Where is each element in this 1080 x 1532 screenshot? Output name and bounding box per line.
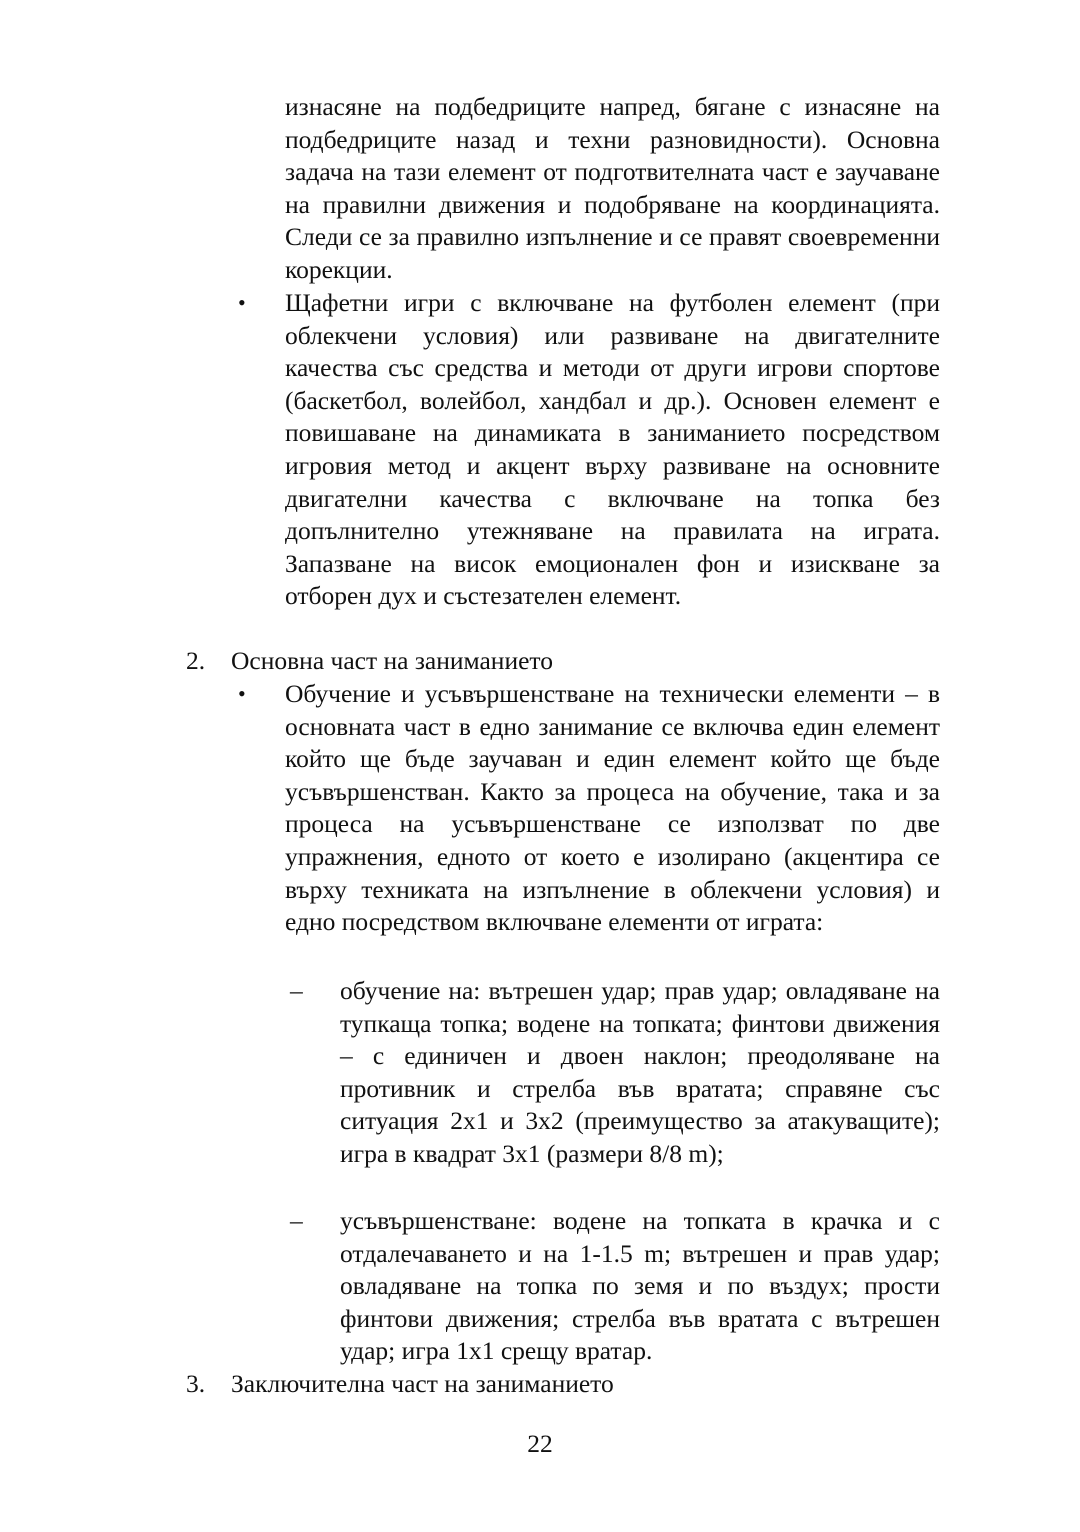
dash-learning-text: обучение на: вътрешен удар; прав удар; овладяване на тупкаща топка; водене на топката; финтови движения – с единичен и двоен наклон; преодоляване на противник и стрелба във вратата; справяне със ситуация 2x1 и 3x2 (преимущество за атакуващите); игра в квадрат 3x1 (размери 8/8 m);	[340, 976, 940, 1168]
section-2-title: Основна част на заниманието	[231, 646, 553, 675]
bullet-marker: •	[238, 681, 246, 706]
section-2-number: 2.	[186, 646, 206, 675]
section-3-number: 3.	[186, 1369, 206, 1398]
continuation-paragraph: изнасяне на подбедриците напред, бягане с изнасяне на подбедриците назад и техни разновидности). Основна задача на тази елемент от подготвителната част е заучаване на правилни движения и подобряване на координацията. Следи се за правилно изпълнение и се правят своевременни корекции.	[285, 92, 940, 284]
bullet-relay-games-text: Щафетни игри с включване на футболен елемент (при облекчени условия) или развиване на двигателните качества със средства и методи от други игрови спортове (баскетбол, волейбол, хандбал и др.). Основен елемент е повишаване на динамиката в заниманието посредством игровия метод и акцент върху развиване на основните двигателни качества с включване на топка без допълнително утежняване на правилата на играта. Запазване на висок емоционален фон и изискване за отборен дух и състезателен елемент.	[285, 288, 940, 611]
section-3-title: Заключителна част на заниманието	[231, 1369, 614, 1398]
bullet-training-text: Обучение и усъвършенстване на технически елементи – в основната част в едно занимание се включва един елемент който ще бъде заучаван и един елемент който ще бъде усъвършенстван. Както за процеса на обучение, така и за процеса на усъвършенстване се използват по две упражнения, едното от което е изолирано (акцентира се върху техниката на изпълнение в облекчени условия) и едно посредством включване елементи от играта:	[285, 679, 940, 937]
bullet-marker: •	[238, 290, 246, 315]
dash-marker: –	[290, 1206, 303, 1235]
dash-marker: –	[290, 976, 303, 1005]
dash-improvement-text: усъвършенстване: водене на топката в крачка и с отдалечаването и на 1-1.5 m; вътрешен и прав удар; овладяване на топка по земя и по въздух; прости финтови движения; стрелба във вратата с вътрешен удар; игра 1x1 срещу вратар.	[340, 1206, 940, 1366]
page-number: 22	[527, 1429, 553, 1458]
